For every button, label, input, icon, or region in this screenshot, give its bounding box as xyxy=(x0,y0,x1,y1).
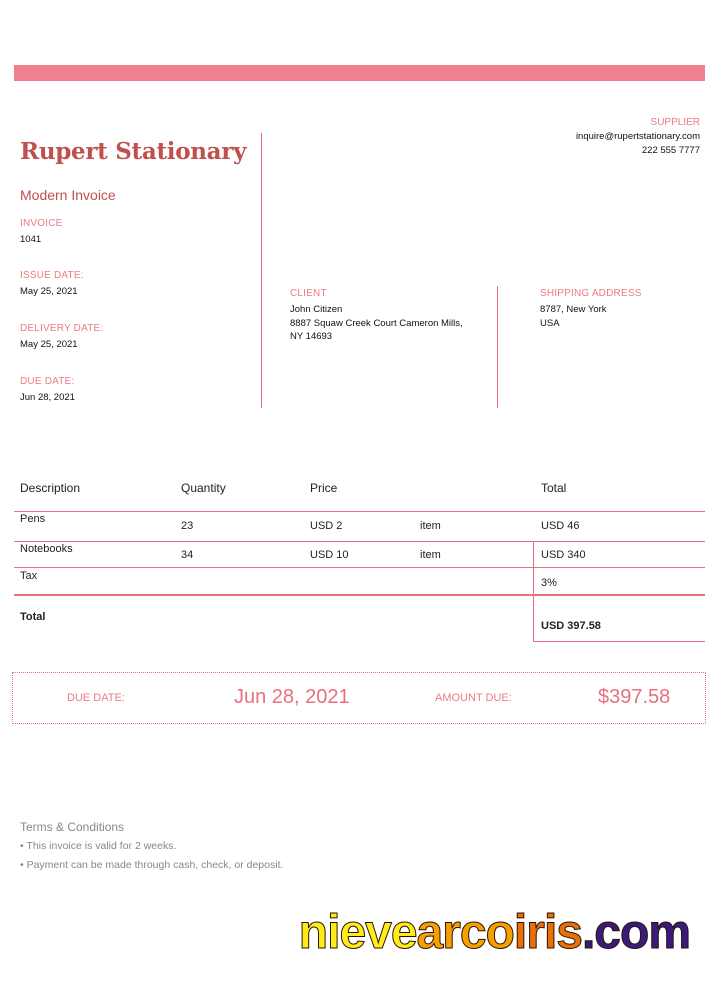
row-unit: item xyxy=(420,549,441,561)
table-divider xyxy=(14,594,705,596)
table-divider xyxy=(14,567,705,568)
row-price: USD 2 xyxy=(310,520,343,532)
summary-due-label: DUE DATE: xyxy=(67,692,125,704)
shipping-line1: 8787, New York xyxy=(540,304,607,315)
terms-item: • This invoice is valid for 2 weeks. xyxy=(20,840,177,852)
summary-amount: $397.58 xyxy=(598,686,671,708)
supplier-label: SUPPLIER xyxy=(650,117,700,128)
company-name: Rupert Stationary xyxy=(20,138,247,165)
row-description: Pens xyxy=(20,513,46,525)
shipping-line2: USA xyxy=(540,318,560,329)
shipping-label: SHIPPING ADDRESS xyxy=(540,288,642,299)
total-column-border xyxy=(533,542,534,641)
invoice-number: 1041 xyxy=(20,234,42,245)
watermark-part: iris xyxy=(513,906,582,959)
issue-date: May 25, 2021 xyxy=(20,286,78,297)
table-header-total: Total xyxy=(541,481,567,495)
table-header-quantity: Quantity xyxy=(181,481,226,495)
tax-label: Tax xyxy=(20,570,38,582)
header-accent-bar xyxy=(14,65,705,81)
delivery-date-label: DELIVERY DATE: xyxy=(20,323,104,334)
watermark-part: nieve xyxy=(298,906,417,959)
client-name: John Citizen xyxy=(290,304,343,315)
summary-due-date: Jun 28, 2021 xyxy=(234,686,350,708)
watermark-part: .com xyxy=(581,906,690,959)
row-quantity: 34 xyxy=(181,549,194,561)
terms-title: Terms & Conditions xyxy=(20,820,125,834)
terms-item: • Payment can be made through cash, check, or deposit. xyxy=(20,859,284,871)
client-address-line1: 8887 Squaw Creek Court Cameron Mills, xyxy=(290,318,463,329)
table-divider xyxy=(14,511,705,512)
tax-value: 3% xyxy=(541,577,557,589)
row-total: USD 340 xyxy=(541,549,586,561)
summary-amount-label: AMOUNT DUE: xyxy=(435,692,512,704)
total-column-bottom xyxy=(533,641,705,642)
row-total: USD 46 xyxy=(541,520,580,532)
delivery-date: May 25, 2021 xyxy=(20,339,78,350)
row-unit: item xyxy=(420,520,441,532)
due-date: Jun 28, 2021 xyxy=(20,392,75,403)
watermark-logo xyxy=(299,905,690,960)
invoice-label: INVOICE xyxy=(20,218,63,229)
table-header-price: Price xyxy=(310,481,338,495)
client-label: CLIENT xyxy=(290,288,327,299)
column-divider-left xyxy=(261,133,262,408)
table-header-description: Description xyxy=(20,481,81,495)
client-address-line2: NY 14693 xyxy=(290,331,333,342)
issue-date-label: ISSUE DATE: xyxy=(20,270,84,281)
supplier-phone: 222 555 7777 xyxy=(641,145,700,156)
watermark-part: arco xyxy=(416,906,514,959)
table-divider xyxy=(14,541,705,542)
document-type: Modern Invoice xyxy=(20,187,116,203)
column-divider-right xyxy=(497,286,498,408)
grand-total-value: USD 397.58 xyxy=(541,620,601,632)
row-description: Notebooks xyxy=(20,543,73,555)
row-price: USD 10 xyxy=(310,549,349,561)
supplier-email: inquire@rupertstationary.com xyxy=(575,131,700,142)
due-date-label: DUE DATE: xyxy=(20,376,75,387)
grand-total-label: Total xyxy=(20,611,46,623)
row-quantity: 23 xyxy=(181,520,194,532)
